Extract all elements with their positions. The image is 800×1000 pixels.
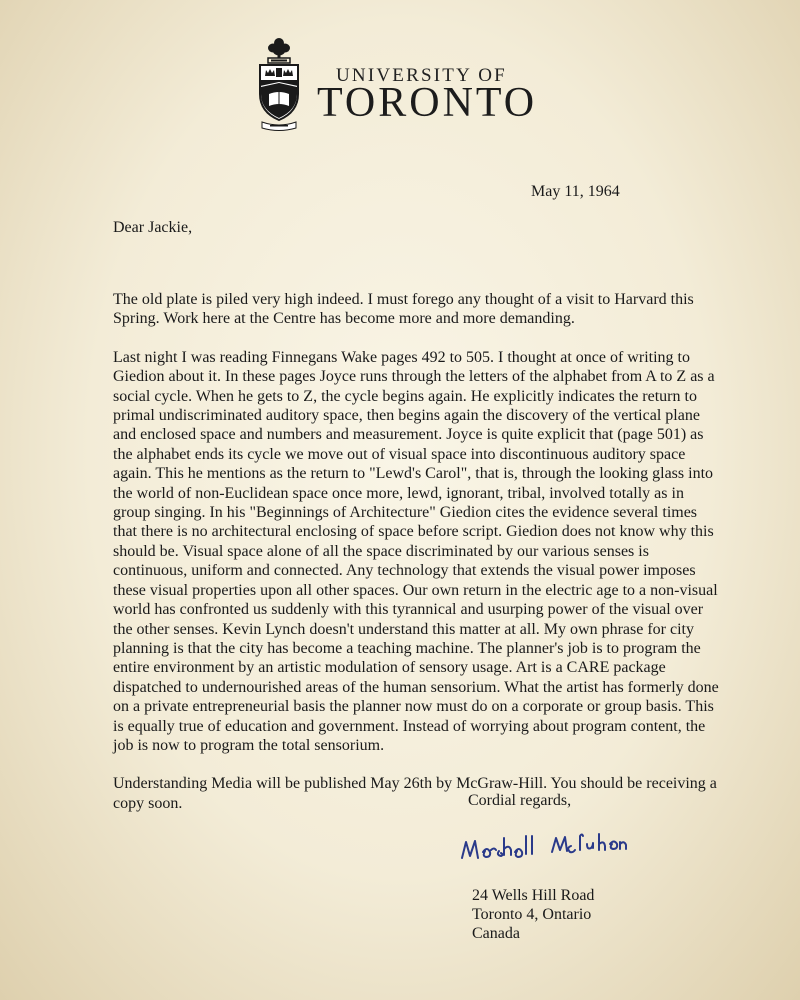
letter-body xyxy=(113,290,725,832)
address-line: Canada xyxy=(472,925,520,942)
university-crest-icon xyxy=(254,34,304,134)
paragraph: Last night I was reading Finnegans Wake pages 492 to 505. I thought at once of writing to Giedion about it. In these pages Joyce runs through the letters of the alphabet from A to Z as a social cycle. When he gets to Z, the cycle begins again. He explicitly indicates the return to primal undiscriminated auditory space, then begins again the discovery of the vertical plane and enclosed space and numbers and measurement. Joyce is quite explicit that (page 501) as the alphabet ends its cycle we move out of visual space into discontinuous auditory space again. This he mentions as the return to "Lewd's Carol", that is, through the looking glass into the world of non-Euclidean space once more, lewd, ignorant, tribal, involved totally as in group singing. In his "Beginnings of Architecture" Giedion cites the evidence several times that there is no architectural enclosing of space before script. Giedion does not know why this should be. Visual space alone of all the space discriminated by our various senses is continuous, uniform and connected. Any technology that extends the visual power imposes these visual properties upon all other spaces. Our own return in the electric age to a non-visual world has confronted us suddenly with this tyrannical and usurping power of the visual over the other senses. Kevin Lynch doesn't understand this matter at all. My own phrase for city planning is that the city has become a teaching machine. The planner's job is to program the entire environment by an artistic modulation of sensory usage. Art is a CARE package dispatched to undernourished areas of the human sensorium. What the artist has formerly done on a private entrepreneurial basis the planner now must do on a corporate or group basis. This is equally true of education and government. Instead of worrying about program content, the job is now to program the total sensorium. xyxy=(113,348,719,754)
paragraph: Understanding Media will be published May 26th by McGraw-Hill. You should be receiving a copy soon. xyxy=(113,775,717,812)
handwritten-signature xyxy=(456,822,716,872)
address-line: 24 Wells Hill Road xyxy=(472,887,595,904)
institution-name-line1: UNIVERSITY OF xyxy=(336,65,507,86)
letterhead xyxy=(254,34,544,136)
address-line: Toronto 4, Ontario xyxy=(472,906,592,923)
institution-name-line2: TORONTO xyxy=(317,80,538,126)
return-address xyxy=(472,886,594,943)
letter-date: May 11, 1964 xyxy=(531,183,620,200)
salutation: Dear Jackie, xyxy=(113,219,193,236)
closing: Cordial regards, xyxy=(468,792,572,809)
paragraph: The old plate is piled very high indeed. I must forego any thought of a visit to Harvard this Spring. Work here at the Centre has become more and more demanding. xyxy=(113,291,694,328)
